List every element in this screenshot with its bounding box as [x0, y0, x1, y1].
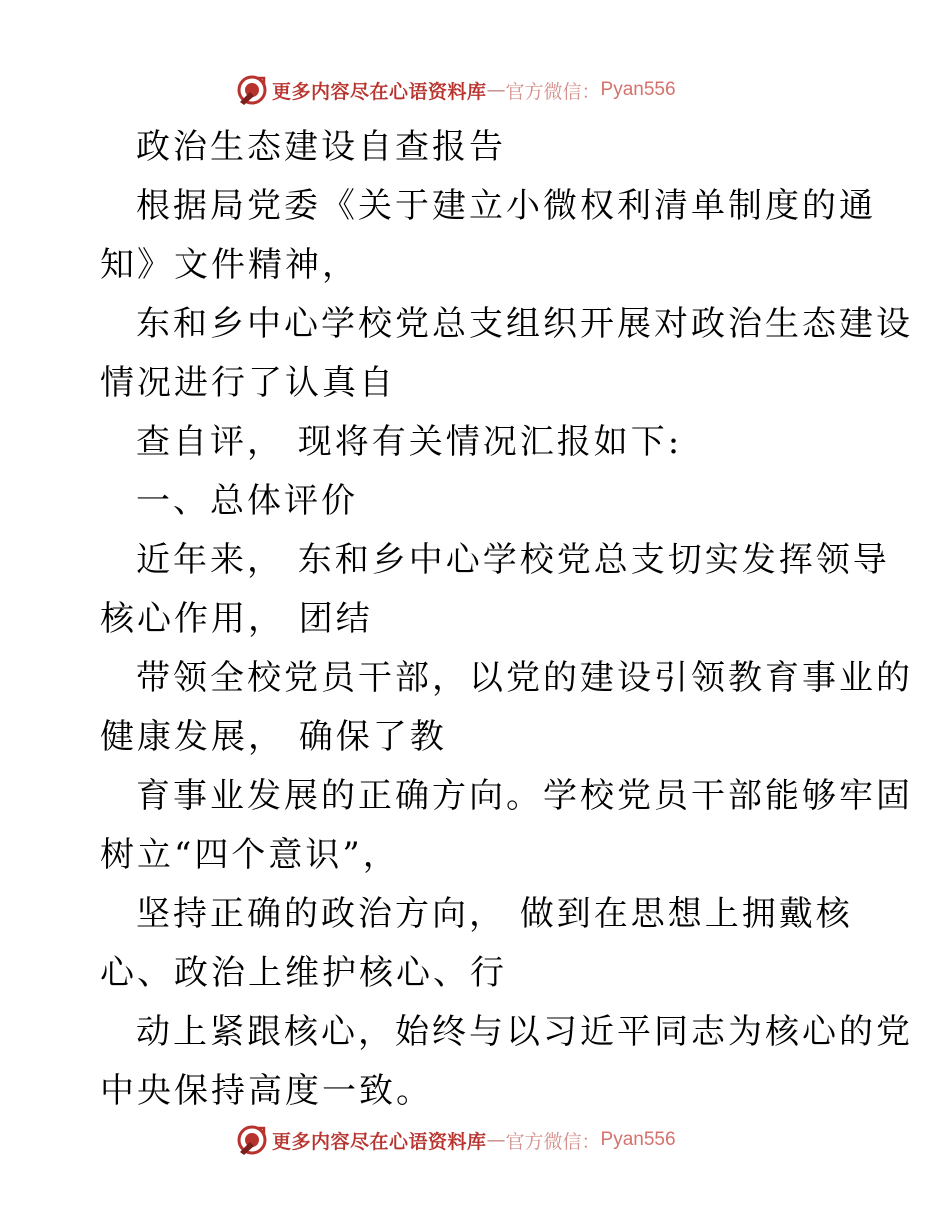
paragraph-line: 查自评， 现将有关情况汇报如下: [136, 422, 683, 462]
paragraph-line: 知》文件精神， [100, 245, 359, 285]
header-watermark [236, 74, 676, 106]
paragraph-line: 育事业发展的正确方向。学校党员干部能够牢固 [136, 776, 913, 816]
watermark-wechat-id: Pyan556 [600, 79, 676, 100]
paragraph-line: 健康发展， 确保了教 [100, 717, 447, 757]
paragraph-line: 动上紧跟核心，始终与以习近平同志为核心的党 [136, 1012, 913, 1052]
watermark-main-text: 更多内容尽在心语资料库 [272, 1130, 487, 1153]
paragraph-line: 中央保持高度一致。 [100, 1071, 433, 1111]
watermark-sub-text: 官方微信： [505, 1130, 601, 1153]
paragraph-line: 坚持正确的政治方向， 做到在思想上拥戴核 [136, 894, 853, 934]
section-heading: 一、总体评价 [136, 481, 358, 521]
pen-logo-icon [236, 1124, 268, 1156]
watermark-sub-text: 官方微信： [505, 80, 601, 103]
watermark-wechat-id: Pyan556 [600, 1129, 676, 1150]
watermark-dash: — [486, 1129, 506, 1151]
paragraph-line: 核心作用， 团结 [100, 599, 373, 639]
paragraph-line: 带领全校党员干部，以党的建设引领教育事业的 [136, 658, 913, 698]
paragraph-line: 心、政治上维护核心、行 [100, 953, 507, 993]
paragraph-line: 情况进行了认真自 [100, 363, 396, 403]
document-title: 政治生态建设自查报告 [136, 127, 506, 167]
pen-logo-icon [236, 74, 268, 106]
paragraph-line: 东和乡中心学校党总支组织开展对政治生态建设 [136, 304, 913, 344]
paragraph-line: 近年来， 东和乡中心学校党总支切实发挥领导 [136, 540, 890, 580]
paragraph-line: 树立“四个意识”， [100, 835, 400, 875]
paragraph-line: 根据局党委《关于建立小微权利清单制度的通 [136, 186, 876, 226]
watermark-main-text: 更多内容尽在心语资料库 [272, 80, 487, 103]
footer-watermark [236, 1124, 676, 1156]
watermark-dash: — [486, 79, 506, 101]
